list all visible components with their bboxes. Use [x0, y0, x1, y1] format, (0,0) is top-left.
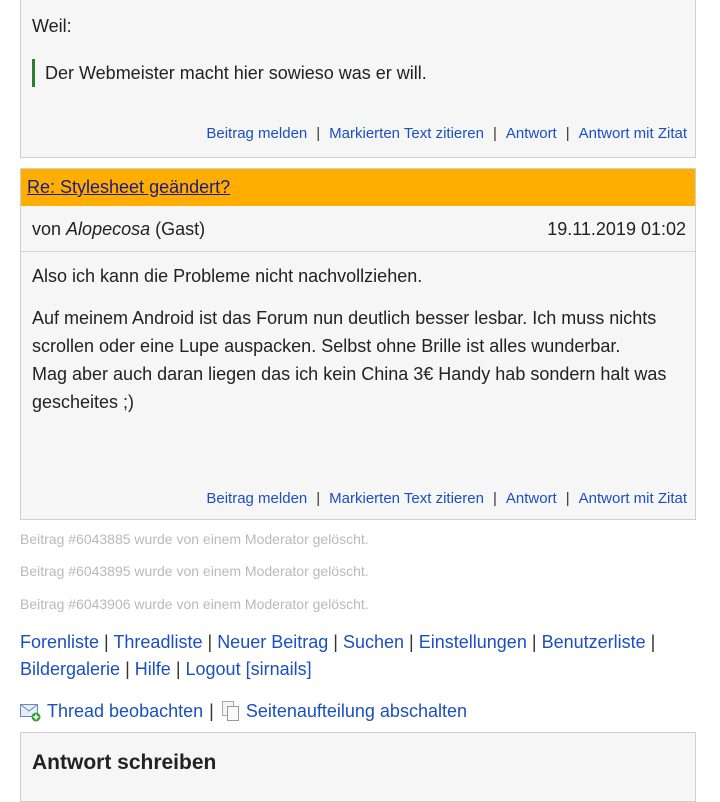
deleted-post-notice: Beitrag #6043906 wurde von einem Moderator gelöscht. — [20, 596, 369, 612]
post-quote: Der Webmeister macht hier sowieso was er will. — [32, 59, 427, 87]
nav-logout[interactable]: Logout [sirnails] — [185, 659, 312, 679]
author-name: Alopecosa — [66, 219, 151, 239]
report-post-link[interactable]: Beitrag melden — [206, 125, 308, 142]
report-post-link[interactable]: Beitrag melden — [206, 490, 308, 507]
separator: | — [333, 632, 338, 652]
von-label: von — [32, 219, 62, 239]
author-note: (Gast) — [155, 219, 206, 239]
separator: | — [175, 659, 181, 679]
post-actions — [206, 490, 687, 507]
separator: | — [650, 632, 656, 652]
separator: | — [492, 490, 497, 507]
nav-threadliste[interactable]: Threadliste — [113, 632, 203, 652]
separator: | — [104, 632, 109, 652]
nav-forenliste[interactable]: Forenliste — [20, 632, 100, 652]
deleted-post-notice: Beitrag #6043895 wurde von einem Moderator gelöscht. — [20, 563, 369, 579]
post-author-line — [32, 206, 205, 252]
watch-thread-link[interactable]: Thread beobachten — [47, 701, 204, 721]
post-title-link[interactable]: Re: Stylesheet geändert? — [27, 177, 231, 197]
nav-search[interactable]: Suchen — [342, 632, 405, 652]
post-meta — [21, 206, 695, 252]
nav-help[interactable]: Hilfe — [134, 659, 171, 679]
pages-icon[interactable] — [220, 700, 242, 722]
reply-with-quote-link[interactable]: Antwort mit Zitat — [578, 125, 687, 142]
quote-selection-link[interactable]: Markierten Text zitieren — [329, 125, 484, 142]
nav-gallery[interactable]: Bildergalerie — [20, 659, 121, 679]
separator: | — [316, 490, 321, 507]
reply-link[interactable]: Antwort — [505, 125, 557, 142]
separator: | — [207, 632, 213, 652]
thread-tools — [20, 697, 467, 725]
separator: | — [125, 659, 130, 679]
post-paragraph-line: Mag aber auch daran liegen das ich kein China 3€ Handy hab sondern halt was gescheites ;) — [32, 364, 667, 412]
post-date: 19.11.2019 01:02 — [547, 219, 686, 239]
reply-link[interactable]: Antwort — [505, 490, 557, 507]
envelope-plus-icon[interactable] — [20, 702, 42, 720]
separator: | — [492, 125, 497, 142]
nav-settings[interactable]: Einstellungen — [418, 632, 527, 652]
reply-heading: Antwort schreiben — [32, 751, 217, 774]
forum-nav — [20, 629, 700, 683]
reply-with-quote-link[interactable]: Antwort mit Zitat — [578, 490, 687, 507]
deleted-post-notice: Beitrag #6043885 wurde von einem Moderator gelöscht. — [20, 531, 369, 547]
post-paragraph — [32, 304, 685, 416]
separator: | — [409, 632, 414, 652]
post-actions — [206, 125, 687, 142]
separator: | — [531, 632, 537, 652]
separator: | — [565, 490, 570, 507]
separator: | — [316, 125, 321, 142]
nav-new-post[interactable]: Neuer Beitrag — [217, 632, 329, 652]
separator: | — [209, 701, 214, 721]
separator: | — [565, 125, 570, 142]
post-body — [21, 262, 695, 416]
post-title-bar — [21, 169, 695, 206]
nav-userlist[interactable]: Benutzerliste — [541, 632, 646, 652]
post-reply — [20, 168, 696, 520]
reply-box — [20, 732, 696, 802]
post-previous — [20, 0, 696, 158]
post-paragraph: Also ich kann die Probleme nicht nachvollziehen. — [32, 266, 423, 286]
post-paragraph-line: Auf meinem Android ist das Forum nun deutlich besser lesbar. Ich muss nichts scrollen oder eine Lupe auspacken. Selbst ohne Brille ist alles wunderbar. — [32, 308, 657, 356]
disable-paging-link[interactable]: Seitenaufteilung abschalten — [245, 701, 467, 721]
post-intro-text: Weil: — [32, 16, 72, 36]
quote-selection-link[interactable]: Markierten Text zitieren — [329, 490, 484, 507]
